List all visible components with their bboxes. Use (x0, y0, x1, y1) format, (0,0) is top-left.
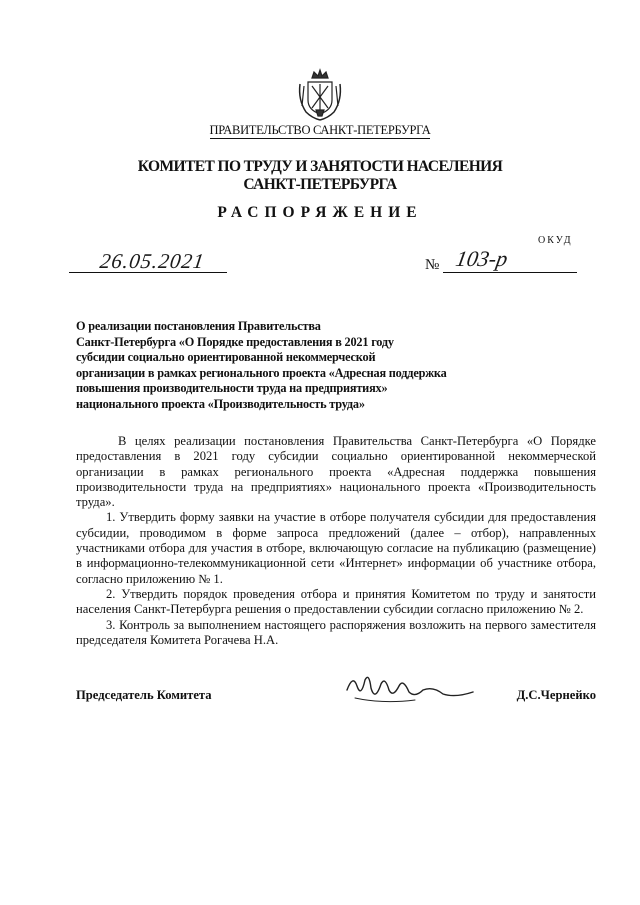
signatory-position: Председатель Комитета (76, 688, 212, 702)
subject-line: организации в рамках регионального проекта «Адресная поддержка (76, 365, 447, 380)
subject-line: субсидии социально ориентированной некоммерческой (76, 350, 376, 364)
document-type: РАСПОРЯЖЕНИЕ (217, 204, 423, 221)
document-number: 103-р (453, 246, 510, 271)
number-underline (443, 272, 577, 273)
subject-line: Санкт-Петербурга «О Порядке предоставления в 2021 году (76, 334, 394, 349)
date-underline (69, 272, 227, 273)
subject-line: национального проекта «Производительность труда» (76, 396, 365, 411)
government-title: ПРАВИТЕЛЬСТВО САНКТ-ПЕТЕРБУРГА (209, 123, 431, 137)
order-item-3: 3. Контроль за выполнением настоящего распоряжения возложить на первого заместителя председателя Комитета Рогачева Н.А. (76, 617, 596, 647)
intro-paragraph: В целях реализации постановления Правительства Санкт-Петербурга «О Порядке предоставления в 2021 году субсидии социально ориентированной некоммерческой организации в рамках регионального проекта «Адресная поддержка повышения производительности труда на предприятиях» национального проекта «Производительность труда». (76, 434, 596, 510)
subject-line: повышения производительности труда на предприятиях» (76, 381, 388, 395)
committee-line-1: КОМИТЕТ ПО ТРУДУ И ЗАНЯТОСТИ НАСЕЛЕНИЯ (137, 158, 503, 175)
handwritten-signature (343, 668, 479, 710)
signatory-name: Д.С.Чернейко (516, 688, 596, 702)
order-item-1: 1. Утвердить форму заявки на участие в отборе получателя субсидии для предоставления субсидии, проводимом в форме запроса предложений (далее – отбор), направленных участниками отбора для участия в отборе, включающую согласие на публикацию (размещение) в информационно-телекоммуникационной сети «Интернет» информации об участнике отбора, согласно приложению № 1. (76, 510, 596, 586)
document-subject (76, 319, 447, 412)
number-sign: № (425, 257, 440, 273)
st-petersburg-coat-of-arms-icon (296, 66, 344, 124)
subject-line: О реализации постановления Правительства (76, 319, 321, 333)
document-body (76, 434, 596, 648)
committee-line-2: САНКТ-ПЕТЕРБУРГА (243, 176, 397, 193)
document-date: 26.05.2021 (98, 249, 207, 273)
committee-name (0, 158, 640, 194)
order-item-2: 2. Утвердить порядок проведения отбора и принятия Комитетом по труду и занятости населения Санкт-Петербурга решения о предоставлении субсидии согласно приложению № 2. (76, 586, 596, 617)
okud-label: ОКУД (538, 235, 573, 246)
